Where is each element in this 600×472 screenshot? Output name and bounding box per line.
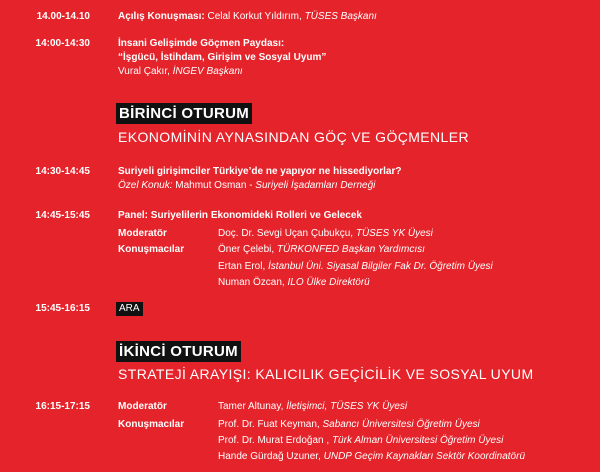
speaker-name: Hande Gürdağ Uzuner, bbox=[218, 451, 321, 462]
session-title: STRATEJİ ARAYIŞI: KALICILIK GEÇİCİLİK VE SOSYAL UYUM bbox=[118, 366, 534, 382]
guest-label: Özel Konuk: bbox=[118, 180, 173, 191]
time-slot: 14:00-14:30 bbox=[35, 38, 90, 49]
moderator bbox=[218, 400, 407, 414]
guest-name: Mahmut Osman - bbox=[175, 180, 253, 191]
speaker-name: Prof. Dr. Fuat Keyman, bbox=[218, 419, 320, 430]
moderator-label: Moderatör bbox=[118, 228, 167, 239]
speakers-label: Konuşmacılar bbox=[118, 419, 185, 430]
moderator-role: İletişimci, TÜSES YK Üyesi bbox=[286, 401, 408, 412]
panel-title: Panel: Suriyelilerin Ekonomideki Rolleri ve Gelecek bbox=[118, 210, 362, 221]
speaker-name: Celal Korkut Yıldırım, bbox=[207, 11, 302, 22]
speaker-name: Vural Çakır, bbox=[118, 66, 170, 77]
speaker-name: Ertan Erol, bbox=[218, 261, 266, 272]
speaker-name: Numan Özcan, bbox=[218, 277, 285, 288]
speaker-role: TÜRKONFED Başkan Yardımcısı bbox=[276, 244, 425, 255]
speaker-role: İstanbul Üni. Siyasal Bilgiler Fak Dr. Öğretim Üyesi bbox=[268, 261, 493, 272]
moderator-role: TÜSES YK Üyesi bbox=[355, 228, 433, 239]
speaker-name: Öner Çelebi, bbox=[218, 244, 275, 255]
time-slot: 14:45-15:45 bbox=[35, 210, 90, 221]
session-tag: BİRİNCİ OTURUM bbox=[116, 103, 252, 124]
break-badge: ARA bbox=[116, 302, 143, 316]
time-slot: 15:45-16:15 bbox=[35, 303, 90, 314]
item-title: Suriyeli girişimciler Türkiye’de ne yapıyor ne hissediyorlar? bbox=[118, 166, 402, 177]
item-title: Açılış Konuşması: bbox=[118, 11, 205, 22]
agenda-item bbox=[118, 10, 588, 24]
speaker-name: Prof. Dr. Murat Erdoğan , bbox=[218, 435, 330, 446]
speaker bbox=[218, 418, 480, 432]
moderator bbox=[218, 227, 433, 241]
moderator-name: Doç. Dr. Sevgi Uçan Çubukçu, bbox=[218, 228, 354, 239]
speaker-role: ILO Ülke Direktörü bbox=[287, 277, 370, 288]
speaker bbox=[218, 450, 525, 464]
time-slot: 14.00-14.10 bbox=[36, 11, 90, 22]
speaker bbox=[218, 260, 493, 274]
speaker-role: Sabancı Üniversitesi Öğretim Üyesi bbox=[322, 419, 480, 430]
item-title: İnsani Gelişimde Göçmen Paydası: bbox=[118, 38, 285, 49]
session-title: EKONOMİNİN AYNASINDAN GÖÇ VE GÖÇMENLER bbox=[118, 129, 469, 145]
item-subtitle: “İşgücü, İstihdam, Girişim ve Sosyal Uyum” bbox=[118, 52, 327, 63]
moderator-label: Moderatör bbox=[118, 401, 167, 412]
session-tag: İKİNCİ OTURUM bbox=[116, 341, 241, 362]
speaker-role: Türk Alman Üniversitesi Öğretim Üyesi bbox=[331, 435, 504, 446]
speaker-role: UNDP Geçim Kaynakları Sektör Koordinatörü bbox=[323, 451, 526, 462]
guest-role: Suriyeli İşadamları Derneği bbox=[255, 180, 376, 191]
time-slot: 14:30-14:45 bbox=[35, 166, 90, 177]
speakers-label: Konuşmacılar bbox=[118, 244, 185, 255]
time-slot: 16:15-17:15 bbox=[35, 401, 90, 412]
speaker bbox=[218, 434, 503, 448]
moderator-name: Tamer Altunay, bbox=[218, 401, 284, 412]
speaker bbox=[218, 243, 425, 257]
agenda-item bbox=[118, 37, 588, 79]
speaker-role: İNGEV Başkanı bbox=[172, 66, 243, 77]
agenda-item bbox=[118, 165, 588, 193]
speaker bbox=[218, 276, 370, 290]
speaker-role: TÜSES Başkanı bbox=[304, 11, 377, 22]
